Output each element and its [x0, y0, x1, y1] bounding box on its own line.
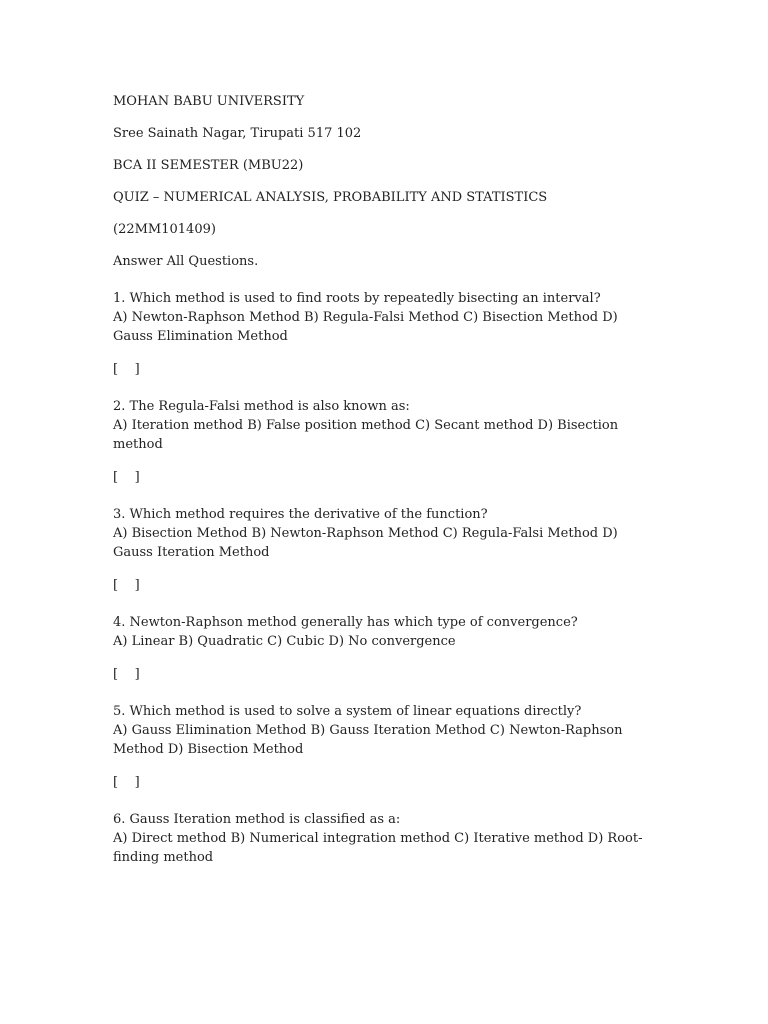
- question-text: 6. Gauss Iteration method is classified as a:: [113, 812, 401, 827]
- question-text: 5. Which method is used to solve a system of linear equations directly?: [113, 704, 582, 719]
- question-options: A) Iteration method B) False position method C) Secant method D) Bisection method: [113, 418, 619, 452]
- question-text: 4. Newton-Raphson method generally has which type of convergence?: [113, 615, 578, 630]
- answer-box: [ ]: [113, 470, 140, 485]
- question-text: 1. Which method is used to find roots by repeatedly bisecting an interval?: [113, 291, 601, 306]
- question-1: [113, 289, 658, 379]
- question-options: A) Direct method B) Numerical integration method C) Iterative method D) Root-finding method: [113, 831, 643, 865]
- question-4: [113, 613, 658, 684]
- instructions: Answer All Questions.: [113, 254, 259, 269]
- question-6: [113, 810, 658, 867]
- question-text: 2. The Regula-Falsi method is also known as:: [113, 399, 410, 414]
- course-code: (22MM101409): [113, 222, 216, 237]
- answer-box: [ ]: [113, 667, 140, 682]
- question-5: [113, 702, 658, 792]
- quiz-title: QUIZ – NUMERICAL ANALYSIS, PROBABILITY AND STATISTICS: [113, 190, 548, 205]
- question-options: A) Linear B) Quadratic C) Cubic D) No convergence: [113, 634, 456, 649]
- question-options: A) Bisection Method B) Newton-Raphson Method C) Regula-Falsi Method D) Gauss Iteration Method: [113, 526, 618, 560]
- question-2: [113, 397, 658, 487]
- course-name: BCA II SEMESTER (MBU22): [113, 158, 304, 173]
- answer-box: [ ]: [113, 775, 140, 790]
- question-3: [113, 505, 658, 595]
- question-options: A) Gauss Elimination Method B) Gauss Iteration Method C) Newton-Raphson Method D) Bisection Method: [113, 723, 623, 757]
- document-page: [113, 92, 658, 867]
- university-name: MOHAN BABU UNIVERSITY: [113, 94, 305, 109]
- question-text: 3. Which method requires the derivative of the function?: [113, 507, 488, 522]
- answer-box: [ ]: [113, 362, 140, 377]
- answer-box: [ ]: [113, 578, 140, 593]
- university-address: Sree Sainath Nagar, Tirupati 517 102: [113, 126, 362, 141]
- question-options: A) Newton-Raphson Method B) Regula-Falsi Method C) Bisection Method D) Gauss Elimination Method: [113, 310, 618, 344]
